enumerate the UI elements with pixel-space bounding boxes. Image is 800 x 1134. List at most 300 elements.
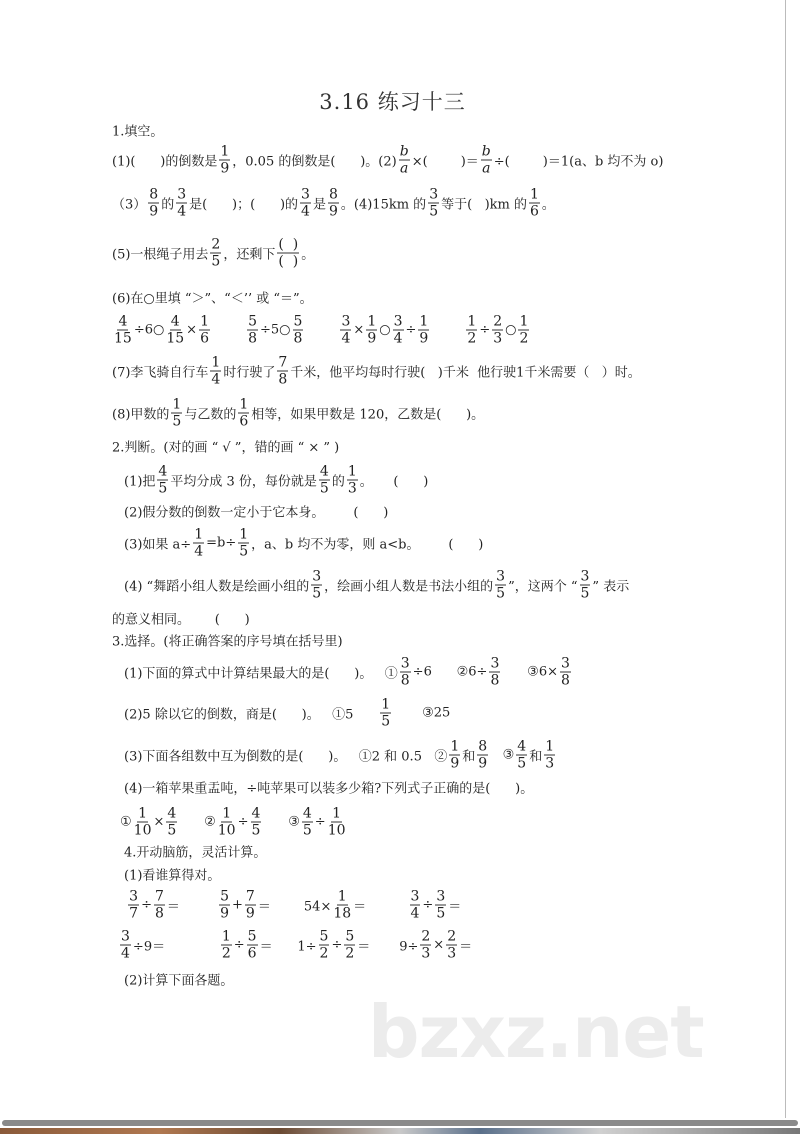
text-segment: ＝ 1÷: [259, 939, 317, 955]
fraction-denominator: 2: [345, 945, 355, 962]
fraction-numerator: 4: [167, 805, 177, 822]
text-segment: +: [232, 897, 243, 913]
text-segment: （3）: [112, 197, 147, 213]
fraction-numerator: 3: [490, 655, 500, 672]
text-segment: 1.填空。: [112, 124, 164, 140]
text-segment: ÷: [237, 814, 249, 830]
worksheet-line: [124, 657, 573, 688]
worksheet-line: [112, 437, 339, 456]
fraction-denominator: 5: [580, 585, 590, 602]
text-segment: (6)在○里填 “＞”、“＜’’ 或 “＝”。: [112, 291, 313, 307]
fraction-numerator: 5: [345, 928, 355, 945]
text-segment: 2.判断。(对的画 “ √ ”，错的画 “ × ” ): [112, 440, 340, 456]
fraction: [199, 315, 210, 346]
fraction-numerator: 3: [436, 888, 446, 905]
fraction-numerator: 2: [211, 236, 221, 253]
text-segment: 的: [331, 474, 345, 490]
fraction-denominator: 6: [239, 413, 249, 430]
fraction-numerator: 3: [129, 888, 139, 905]
text-segment: 的: [161, 197, 175, 213]
fraction-numerator: 7: [154, 888, 164, 905]
fraction-denominator: 4: [410, 905, 420, 922]
text-segment: (3)如果 a÷: [124, 537, 192, 553]
fraction-numerator: 3: [561, 655, 570, 672]
fraction-denominator: 9: [149, 203, 159, 220]
fraction-numerator: 3: [410, 888, 420, 905]
fraction-denominator: 9: [478, 755, 488, 772]
fraction-numerator: 4: [517, 738, 527, 755]
fraction-denominator: 3: [347, 480, 357, 497]
fraction: [245, 890, 256, 921]
fraction-denominator: 9: [450, 755, 460, 772]
fraction-denominator: 6: [200, 330, 209, 347]
fraction: [495, 570, 506, 601]
fraction: [221, 930, 232, 961]
fraction: [219, 145, 230, 176]
text-segment: ÷: [331, 937, 343, 953]
text-segment: ③25: [393, 705, 451, 721]
text-segment: =b÷: [206, 535, 237, 551]
fraction-denominator: 8: [490, 672, 500, 689]
text-segment: ，a、b 均不为零，则 a<b。 ( ): [251, 537, 484, 553]
fraction-denominator: 3: [493, 330, 503, 347]
fraction-numerator: 1: [239, 396, 249, 413]
text-segment: ÷6 ②6÷: [412, 664, 488, 680]
fraction-denominator: 18: [333, 905, 352, 922]
text-segment: 和: [529, 749, 543, 765]
text-segment: (7)李飞骑自行车: [112, 365, 209, 381]
fraction-denominator: ( ): [278, 253, 299, 270]
worksheet-line: [124, 528, 483, 559]
fraction-denominator: 5: [517, 755, 527, 772]
fraction: [171, 398, 182, 429]
fraction: [120, 930, 131, 961]
fraction-numerator: 4: [118, 313, 128, 330]
text-segment: [431, 323, 464, 338]
worksheet-line: [122, 890, 461, 921]
fraction: [210, 238, 221, 269]
fraction: [251, 807, 262, 838]
text-segment: 相等，如果甲数是 120，乙数是( )。: [251, 407, 485, 423]
text-segment: (3)下面各组数中互为倒数的是( )。 ①2 和 0.5 ②: [124, 749, 448, 765]
fraction-numerator: 4: [302, 805, 312, 822]
fraction-denominator: 4: [393, 330, 403, 347]
fraction-numerator: 1: [172, 396, 182, 413]
text-segment: ×( )＝: [411, 154, 479, 170]
text-segment: ×: [433, 937, 445, 953]
text-segment: ÷: [141, 897, 152, 913]
text-segment: ÷6○: [133, 322, 165, 338]
worksheet-line: [112, 121, 163, 140]
fraction-denominator: 8: [248, 330, 257, 347]
text-segment: ＝: [353, 899, 408, 915]
fraction-numerator: 1: [419, 313, 429, 330]
text-segment: ×: [186, 322, 198, 338]
fraction-denominator: 4: [194, 543, 204, 560]
fraction-numerator: 5: [248, 313, 257, 330]
worksheet-line: [112, 609, 250, 628]
fraction: [277, 356, 288, 387]
fraction: [449, 740, 460, 771]
fraction: [400, 657, 411, 688]
fraction-denominator: 5: [251, 822, 261, 839]
fraction: [166, 315, 184, 346]
fraction: [148, 188, 159, 219]
fraction-numerator: 1: [519, 313, 529, 330]
fraction-denominator: 3: [421, 945, 431, 962]
fraction-numerator: 5: [319, 928, 329, 945]
fraction: [114, 315, 132, 346]
text-segment: (5)一根绳子用去: [112, 247, 209, 263]
fraction: [516, 740, 527, 771]
text-segment: 是( )；( )的: [189, 197, 299, 213]
fraction-numerator: 1: [530, 186, 539, 203]
fraction: [477, 740, 488, 771]
fraction-denominator: 5: [312, 585, 322, 602]
fraction-numerator: 5: [247, 928, 257, 945]
text-segment: ” 表示: [592, 579, 630, 595]
fraction: [134, 807, 152, 838]
worksheet-line: [112, 398, 484, 429]
fraction-numerator: 3: [400, 655, 410, 672]
fraction-numerator: 1: [332, 805, 342, 822]
worksheet-line: [112, 315, 531, 346]
fraction: [302, 807, 313, 838]
text-segment: 是: [312, 197, 326, 213]
worksheet-line: [124, 842, 266, 861]
text-segment: 与乙数的: [184, 407, 237, 423]
fraction: [238, 398, 249, 429]
fraction-denominator: 8: [400, 672, 410, 689]
fraction-numerator: 1: [211, 354, 221, 371]
worksheet-line: [112, 631, 343, 650]
text-segment: ○: [505, 322, 517, 338]
text-segment: ，0.05 的倒数是( )。(2): [232, 154, 397, 170]
fraction-numerator: 1: [337, 888, 347, 905]
worksheet-line: [112, 188, 555, 219]
fraction-numerator: 1: [367, 313, 377, 330]
fraction-denominator: 9: [220, 160, 230, 177]
fraction: [529, 188, 540, 219]
worksheet-line: [124, 570, 629, 601]
watermark: bzxz.net: [368, 990, 704, 1074]
text-segment: (2)假分数的倒数一定小于它本身。 ( ): [124, 505, 389, 521]
fraction-denominator: a: [482, 160, 491, 177]
text-segment: ×: [353, 322, 365, 338]
text-segment: ＝: [459, 939, 473, 955]
fraction-denominator: 9: [367, 330, 377, 347]
fraction-denominator: 5: [429, 203, 439, 220]
fraction: [238, 528, 249, 559]
fraction-denominator: 2: [319, 945, 329, 962]
text-segment: (2)计算下面各题。: [124, 973, 234, 989]
fraction-numerator: 1: [200, 313, 209, 330]
worksheet-line: [112, 145, 663, 176]
text-segment: 。(4)15km 的: [340, 197, 427, 213]
fraction-numerator: 3: [393, 313, 403, 330]
fraction-numerator: 4: [251, 805, 261, 822]
text-segment: ，绘画小组人数是书法小组的: [324, 579, 494, 595]
fraction: [560, 657, 571, 688]
fraction-numerator: 1: [381, 696, 391, 713]
fraction: [210, 356, 221, 387]
text-segment: ÷: [233, 937, 245, 953]
text-segment: ×: [153, 814, 165, 830]
text-segment: ③6×: [502, 664, 558, 680]
fraction-numerator: 8: [478, 738, 488, 755]
text-segment: 时行驶了: [223, 365, 276, 381]
fraction: [319, 930, 330, 961]
fraction-numerator: 8: [328, 186, 338, 203]
worksheet-line: [118, 930, 472, 961]
text-segment: ÷: [422, 897, 434, 913]
fraction-denominator: 4: [177, 203, 187, 220]
text-segment: [122, 898, 126, 913]
fraction-numerator: 2: [447, 928, 457, 945]
text-segment: ③: [263, 814, 300, 830]
worksheet-line: [112, 356, 641, 387]
fraction-denominator: 8: [293, 330, 303, 347]
fraction-numerator: 1: [545, 738, 555, 755]
fraction-numerator: 7: [278, 354, 288, 371]
fraction-numerator: 3: [301, 186, 310, 203]
fraction-denominator: 9: [220, 905, 230, 922]
text-segment: ＝ 9÷: [357, 939, 419, 955]
fraction: [399, 145, 410, 176]
text-segment: [212, 323, 245, 338]
text-segment: (4) “舞蹈小组人数是绘画小组的: [124, 579, 310, 595]
fraction-denominator: 8: [278, 371, 288, 388]
fraction-numerator: 1: [239, 526, 249, 543]
fraction-numerator: 4: [158, 463, 168, 480]
fraction: [393, 315, 404, 346]
worksheet-line: [112, 238, 314, 269]
fraction-denominator: a: [400, 160, 409, 177]
fraction-numerator: 3: [177, 186, 187, 203]
fraction-denominator: 10: [327, 822, 346, 839]
fraction-numerator: 3: [312, 568, 322, 585]
fraction-numerator: 5: [220, 888, 230, 905]
text-segment: 等于( )km 的: [441, 197, 527, 213]
text-segment: (1)看谁算得对。: [124, 868, 221, 884]
fraction-numerator: 1: [347, 463, 357, 480]
worksheet-line: [124, 865, 220, 884]
text-segment: (8)甲数的: [112, 407, 170, 423]
fraction: [366, 315, 377, 346]
fraction: [489, 657, 500, 688]
text-segment: (4)一箱苹果重盂吨，÷吨苹果可以装多少箱?下列式子正确的是( )。: [124, 781, 534, 797]
text-segment: 3.选择。(将正确答案的序号填在括号里): [112, 634, 343, 650]
fraction-numerator: 3: [429, 186, 439, 203]
text-segment: ①: [120, 814, 132, 830]
text-segment: ③: [490, 747, 515, 763]
worksheet-line: [124, 970, 233, 989]
fraction-denominator: 2: [467, 330, 477, 347]
fraction: [247, 930, 258, 961]
fraction: [544, 740, 555, 771]
fraction: [446, 930, 457, 961]
fraction-denominator: 6: [530, 203, 539, 220]
fraction-denominator: 5: [167, 822, 177, 839]
fraction: [481, 145, 492, 176]
fraction-numerator: 1: [450, 738, 460, 755]
fraction: [344, 930, 355, 961]
fraction-numerator: 2: [421, 928, 431, 945]
fraction: [328, 188, 339, 219]
fraction: [128, 890, 139, 921]
fraction: [157, 465, 168, 496]
fraction-denominator: 10: [217, 822, 236, 839]
text-segment: (2)5 除以它的倒数，商是( )。 ①5: [124, 707, 379, 723]
fraction: [328, 807, 346, 838]
fraction: [319, 465, 330, 496]
fraction-numerator: 7: [245, 888, 255, 905]
fraction-denominator: 3: [447, 945, 457, 962]
fraction: [247, 315, 258, 346]
fraction-denominator: 2: [221, 945, 231, 962]
fraction-numerator: 1: [467, 313, 477, 330]
fraction-denominator: 5: [239, 543, 249, 560]
fraction-denominator: 4: [301, 203, 310, 220]
fraction-denominator: 2: [519, 330, 529, 347]
fraction-numerator: 2: [493, 313, 503, 330]
horizontal-scrollbar[interactable]: [2, 1120, 798, 1126]
fraction-numerator: 8: [149, 186, 159, 203]
text-segment: 的意义相同。 ( ): [112, 612, 250, 628]
fraction-numerator: 3: [341, 313, 351, 330]
fraction: [293, 315, 304, 346]
text-segment: 。: [301, 247, 315, 263]
text-segment: ÷: [479, 322, 491, 338]
fraction: [380, 698, 391, 729]
fraction: [466, 315, 477, 346]
fraction-denominator: 4: [341, 330, 351, 347]
fraction: [176, 188, 187, 219]
fraction-numerator: 1: [222, 805, 232, 822]
fraction: [410, 890, 421, 921]
fraction-denominator: 5: [172, 413, 182, 430]
text-segment: ÷5○: [259, 322, 291, 338]
fraction-denominator: 5: [158, 480, 168, 497]
text-segment: 和: [462, 749, 476, 765]
text-segment: [305, 323, 338, 338]
text-segment: 。 ( ): [359, 474, 429, 490]
fraction-numerator: 4: [319, 463, 329, 480]
fraction-denominator: 8: [154, 905, 164, 922]
fraction-denominator: 9: [419, 330, 429, 347]
text-segment: 千米，他平均每时行驶( )千米 他行驶1千米需要（ ）时。: [290, 365, 641, 381]
fraction: [418, 315, 429, 346]
worksheet-line: [124, 778, 533, 797]
text-segment: 4.开动脑筋，灵活计算。: [124, 845, 267, 861]
fraction-denominator: 5: [381, 713, 391, 730]
fraction-denominator: 5: [319, 480, 329, 497]
fraction-numerator: 1: [138, 805, 148, 822]
fraction: [340, 315, 351, 346]
fraction: [193, 528, 204, 559]
fraction-numerator: 3: [496, 568, 506, 585]
text-segment: (1)下面的算式中计算结果最大的是( )。 ①: [124, 666, 398, 682]
fraction-numerator: ( ): [278, 236, 299, 253]
text-segment: ＝: [166, 899, 218, 915]
text-segment: ＝: [448, 899, 462, 915]
worksheet-line: [124, 698, 450, 729]
fraction: [420, 930, 431, 961]
worksheet-line: [124, 502, 388, 521]
page-title: 3.16 练习十三: [319, 90, 466, 114]
fraction-denominator: 9: [328, 203, 338, 220]
text-segment: (1)把: [124, 474, 156, 490]
background-strip: [0, 1128, 800, 1134]
fraction-denominator: 5: [302, 822, 312, 839]
fraction-denominator: 5: [436, 905, 446, 922]
fraction-numerator: 5: [293, 313, 303, 330]
fraction-numerator: 1: [194, 526, 204, 543]
text-segment: 。: [541, 197, 555, 213]
fraction-numerator: 1: [220, 143, 230, 160]
fraction: [518, 315, 529, 346]
fraction: [428, 188, 439, 219]
worksheet-line: [120, 807, 348, 838]
fraction-denominator: 5: [496, 585, 506, 602]
fraction-denominator: 9: [245, 905, 255, 922]
fraction: [219, 890, 230, 921]
fraction-denominator: 8: [561, 672, 570, 689]
text-segment: ÷9＝: [132, 939, 219, 955]
fraction-denominator: 7: [129, 905, 139, 922]
worksheet-line: [124, 740, 557, 771]
text-segment: 平均分成 3 份，每份就是: [170, 474, 317, 490]
text-segment: ”，这两个 “: [508, 579, 578, 595]
fraction-numerator: b: [481, 143, 491, 160]
fraction-denominator: 6: [247, 945, 257, 962]
fraction-denominator: 10: [133, 822, 152, 839]
fraction: [435, 890, 446, 921]
worksheet-line: [112, 288, 313, 307]
fraction-numerator: 3: [580, 568, 590, 585]
fraction: [300, 188, 311, 219]
fraction: [492, 315, 503, 346]
fraction-numerator: 3: [121, 928, 130, 945]
text-segment: ，还剩下: [223, 247, 276, 263]
text-segment: ÷: [314, 814, 326, 830]
fraction: [580, 570, 591, 601]
text-segment: ÷( )＝1(a、b 均不为 o): [493, 154, 664, 170]
fraction: [277, 238, 299, 269]
text-segment: ÷: [405, 322, 417, 338]
fraction: [347, 465, 358, 496]
text-segment: (1)( )的倒数是: [112, 154, 218, 170]
fraction-denominator: 3: [545, 755, 555, 772]
fraction: [218, 807, 236, 838]
worksheet-line: [124, 465, 428, 496]
fraction: [311, 570, 322, 601]
fraction: [166, 807, 177, 838]
fraction-numerator: 4: [170, 313, 180, 330]
fraction-numerator: 1: [221, 928, 231, 945]
fraction-numerator: b: [399, 143, 409, 160]
fraction: [333, 890, 351, 921]
fraction-denominator: 5: [211, 253, 221, 270]
fraction-denominator: 4: [121, 945, 130, 962]
fraction-denominator: 4: [211, 371, 221, 388]
fraction-denominator: 15: [166, 330, 185, 347]
text-segment: ○: [379, 322, 391, 338]
text-segment: ②: [179, 814, 216, 830]
text-segment: ＝ 54×: [257, 899, 332, 915]
fraction: [154, 890, 165, 921]
fraction-denominator: 15: [114, 330, 132, 347]
